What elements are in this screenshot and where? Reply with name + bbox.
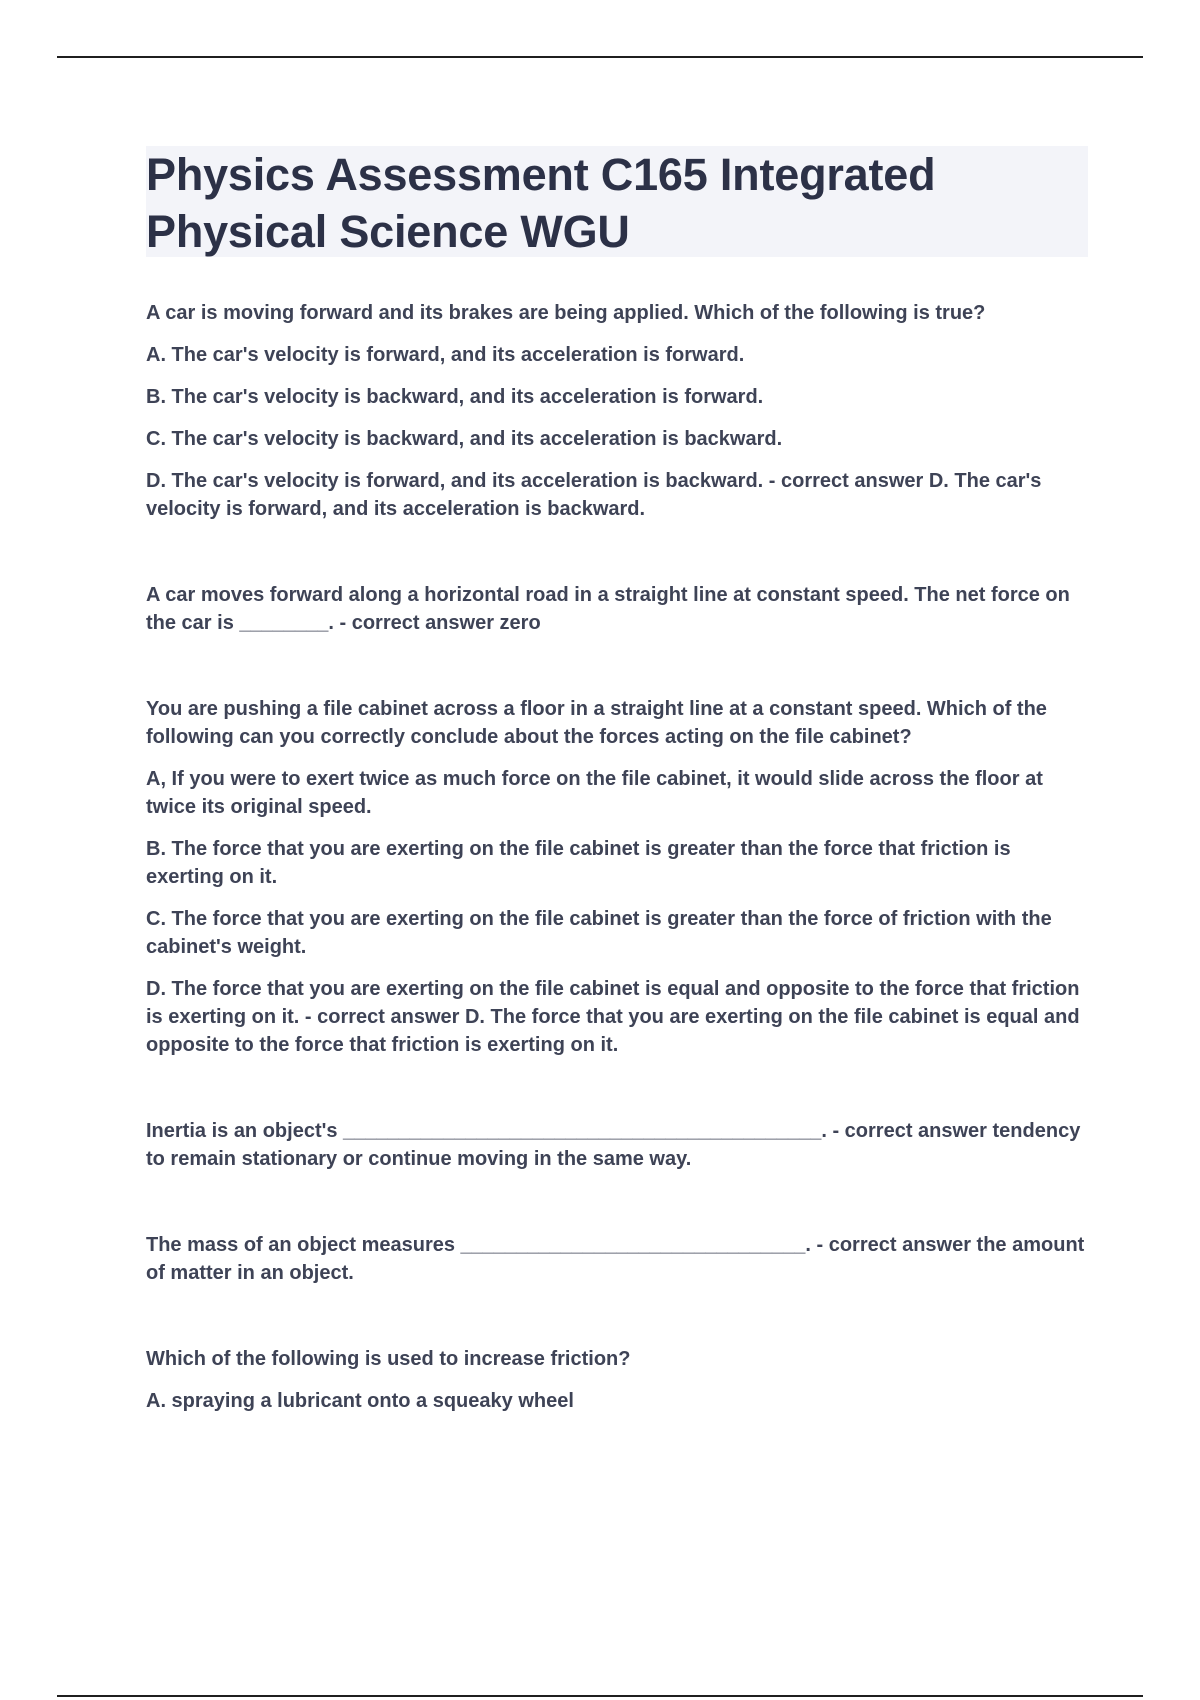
question-stem: Inertia is an object's ___________________________________________. - correct answer tendency to remain stationary or continue moving in the same way. <box>146 1120 1081 1170</box>
page-title: Physics Assessment C165 Integrated Physical Science WGU <box>146 149 936 257</box>
bottom-rule <box>57 1695 1143 1697</box>
question-stem: A car moves forward along a horizontal road in a straight line at constant speed. The net force on the car is ________. - correct answer zero <box>146 584 1070 634</box>
answer-option: D. The force that you are exerting on the file cabinet is equal and opposite to the force that friction is exerting on it. - correct answer D. The force that you are exerting on the file cabinet is equal and opposite to the force that friction is exerting on it. <box>146 978 1080 1056</box>
answer-option: A. The car's velocity is forward, and its acceleration is forward. <box>146 344 745 366</box>
answer-option: C. The car's velocity is backward, and its acceleration is backward. <box>146 428 783 450</box>
title-block <box>146 146 1088 257</box>
document-body <box>146 146 1088 1415</box>
question-stem: Which of the following is used to increase friction? <box>146 1348 631 1370</box>
question-stem: A car is moving forward and its brakes are being applied. Which of the following is true? <box>146 302 986 324</box>
answer-option: A, If you were to exert twice as much force on the file cabinet, it would slide across the floor at twice its original speed. <box>146 768 1043 818</box>
answer-option: C. The force that you are exerting on the file cabinet is greater than the force of friction with the cabinet's weight. <box>146 908 1052 958</box>
answer-option: B. The car's velocity is backward, and its acceleration is forward. <box>146 386 764 408</box>
question-stem: The mass of an object measures _______________________________. - correct answer the amount of matter in an object. <box>146 1234 1085 1284</box>
answer-option: D. The car's velocity is forward, and its acceleration is backward. - correct answer D. The car's velocity is forward, and its acceleration is backward. <box>146 470 1042 520</box>
answer-option: A. spraying a lubricant onto a squeaky wheel <box>146 1390 574 1412</box>
question-stem: You are pushing a file cabinet across a floor in a straight line at a constant speed. Which of the following can you correctly conclude about the forces acting on the file cabinet? <box>146 698 1047 748</box>
answer-option: B. The force that you are exerting on the file cabinet is greater than the force that friction is exerting on it. <box>146 838 1011 888</box>
top-rule <box>57 56 1143 58</box>
